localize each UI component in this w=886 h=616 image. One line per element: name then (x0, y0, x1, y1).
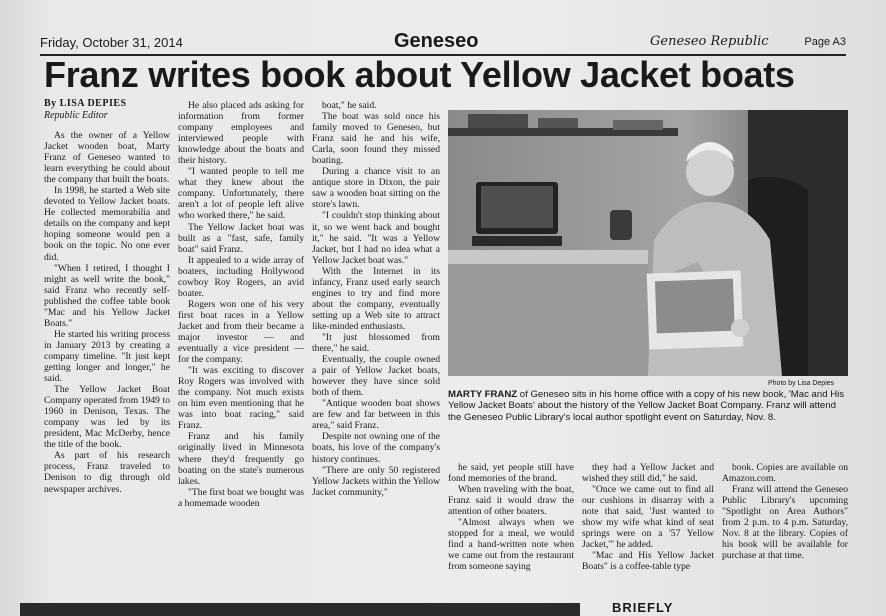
paragraph: "Mac and His Yellow Jacket Boats" is a coffee-table type (582, 550, 714, 573)
caption-name: MARTY FRANZ (448, 389, 518, 400)
paragraph: boat," he said. (322, 100, 377, 111)
paragraph: When traveling with the boat, Franz said it would draw the attention of other boaters. (448, 484, 574, 518)
paragraph: He started his writing process in January 2013 by creating a company timeline. "It just kept getting longer and longer," he said. (44, 328, 170, 385)
article-column-3 (312, 100, 440, 594)
article-column-2 (178, 100, 304, 594)
paragraph: he said, yet people still have fond memories of the brand. (448, 462, 574, 485)
paragraph: Eventually, the couple owned a pair of Yellow Jacket boats, however they have since sold both of them. (312, 354, 440, 399)
paragraph: "Antique wooden boat shows are few and far between in this area," said Franz. (312, 398, 440, 432)
paragraph: It appealed to a wide array of boaters, including Hollywood cowboy Roy Rogers, an avid boater. (178, 254, 304, 299)
paragraph: With the Internet in its infancy, Franz used early search engines to try and find more about the company, eventually setting up a Web site to attract like-minded enthusiasts. (312, 265, 440, 332)
article-column-6 (722, 462, 848, 594)
masthead (40, 30, 846, 56)
paragraph: book. Copies are available on Amazon.com. (722, 462, 848, 485)
photo-caption (448, 389, 848, 423)
article-column-1 (44, 130, 170, 594)
caption-text: of Geneseo sits in his home office with a copy of his new book, 'Mac and His Yellow Jacket Boats' about the history of the Yellow Jacket Boat Company. Franz will attend the Geneseo Public Library's local author spotlight event on Saturday, Nov. 8. (448, 389, 845, 423)
section-title: Geneseo (394, 30, 479, 52)
paragraph: "I wanted people to tell me what they knew about the company. Unfortunately, there aren't a lot of people left alive who worked there," he said. (178, 166, 304, 222)
paragraph: "When I retired, I thought I might as well write the book," said Franz who recently self-published the coffee table book "Mac and his Yellow Jacket Boats." (44, 262, 170, 329)
paragraph: "It was exciting to discover Roy Rogers was involved with the company. Not much exists on him even mentioning that he was into boat racing," said Franz. (178, 365, 304, 432)
article-column-4 (448, 462, 574, 594)
paragraph: "Almost always when we stopped for a meal, we would find a hand-written note when we came out from the restaurant from someone saying (448, 517, 574, 573)
paragraph: Rogers won one of his very first boat races in a Yellow Jacket and from their became a major investor — and eventually a vice president — for the company. (178, 298, 304, 366)
paragraph: Franz will attend the Geneseo Public Library's upcoming "Spotlight on Area Authors" from 2 p.m. to 4 p.m. Saturday, Nov. 8 at the library. Copies of his book will be available for purchase at that time. (722, 484, 848, 562)
paragraph: "I couldn't stop thinking about it, so we went back and bought it," he said. "It was a Yellow Jacket, but I had no idea what a Yellow Jacket boat was." (312, 210, 440, 266)
paragraph: He also placed ads asking for information from former company employees and interviewed people with knowledge about the boats and their history. (178, 100, 304, 167)
paragraph: The Yellow Jacket Boat Company operated from 1949 to 1960 in Denison, Texas. The company was led by its president, Mac McDerby, hence the title of the book. (44, 384, 170, 451)
photo-office-scene (448, 110, 848, 376)
next-section-heading: BRIEFLY (612, 600, 674, 615)
paragraph: Despite not owning one of the boats, his love of the company's history continues. (312, 431, 440, 465)
byline-role: Republic Editor (44, 110, 108, 121)
paragraph: they had a Yellow Jacket and wished they still did," he said. (582, 462, 714, 485)
paragraph: The Yellow Jacket boat was built as a "fast, safe, family boat" said Franz. (178, 221, 304, 255)
paragraph: As part of his research process, Franz traveled to Denison to dig through old newspaper archives. (44, 450, 170, 495)
paragraph: "Once we came out to find all our cushions in disarray with a note that said, 'Just wanted to show my wife what kind of seat springs were on a '57 Yellow Jacket,'" he added. (582, 484, 714, 551)
byline (44, 98, 127, 122)
paragraph: In 1998, he started a Web site devoted to Yellow Jacket boats. He collected memorabilia and details on the company and kept hoping someone would pen a book on the topic. No one ever did. (44, 185, 170, 263)
article-headline: Franz writes book about Yellow Jacket boats (44, 54, 795, 95)
paragraph: "The first boat we bought was a homemade wooden (178, 486, 304, 509)
paragraph: "It just blossomed from there," he said. (312, 331, 440, 355)
paragraph: As the owner of a Yellow Jacket wooden boat, Marty Franz of Geneseo wanted to learn everything he could about the company that built the boats. (44, 130, 170, 186)
article-column-5 (582, 462, 714, 594)
paragraph: The boat was sold once his family moved to Geneseo, but Franz said he and his wife, Carla, soon found they missed boating. (312, 111, 440, 167)
paragraph: "There are only 50 registered Yellow Jackets within the Yellow Jacket community," (312, 464, 440, 498)
page-number: Page A3 (804, 36, 846, 48)
article-photo (448, 110, 848, 376)
photo-credit: Photo by Lisa Depies (768, 380, 835, 387)
byline-author: By LISA DEPIES (44, 98, 127, 109)
paragraph: Franz and his family originally lived in Minnesota where they'd frequently go boating on the state's numerous lakes. (178, 431, 304, 487)
issue-date: Friday, October 31, 2014 (40, 35, 183, 50)
newspaper-name: Geneseo Republic (650, 34, 769, 49)
paragraph: During a chance visit to an antique store in Dixon, the pair saw a wooden boat sitting on the store's lawn. (312, 166, 440, 211)
next-article-image (20, 603, 580, 616)
